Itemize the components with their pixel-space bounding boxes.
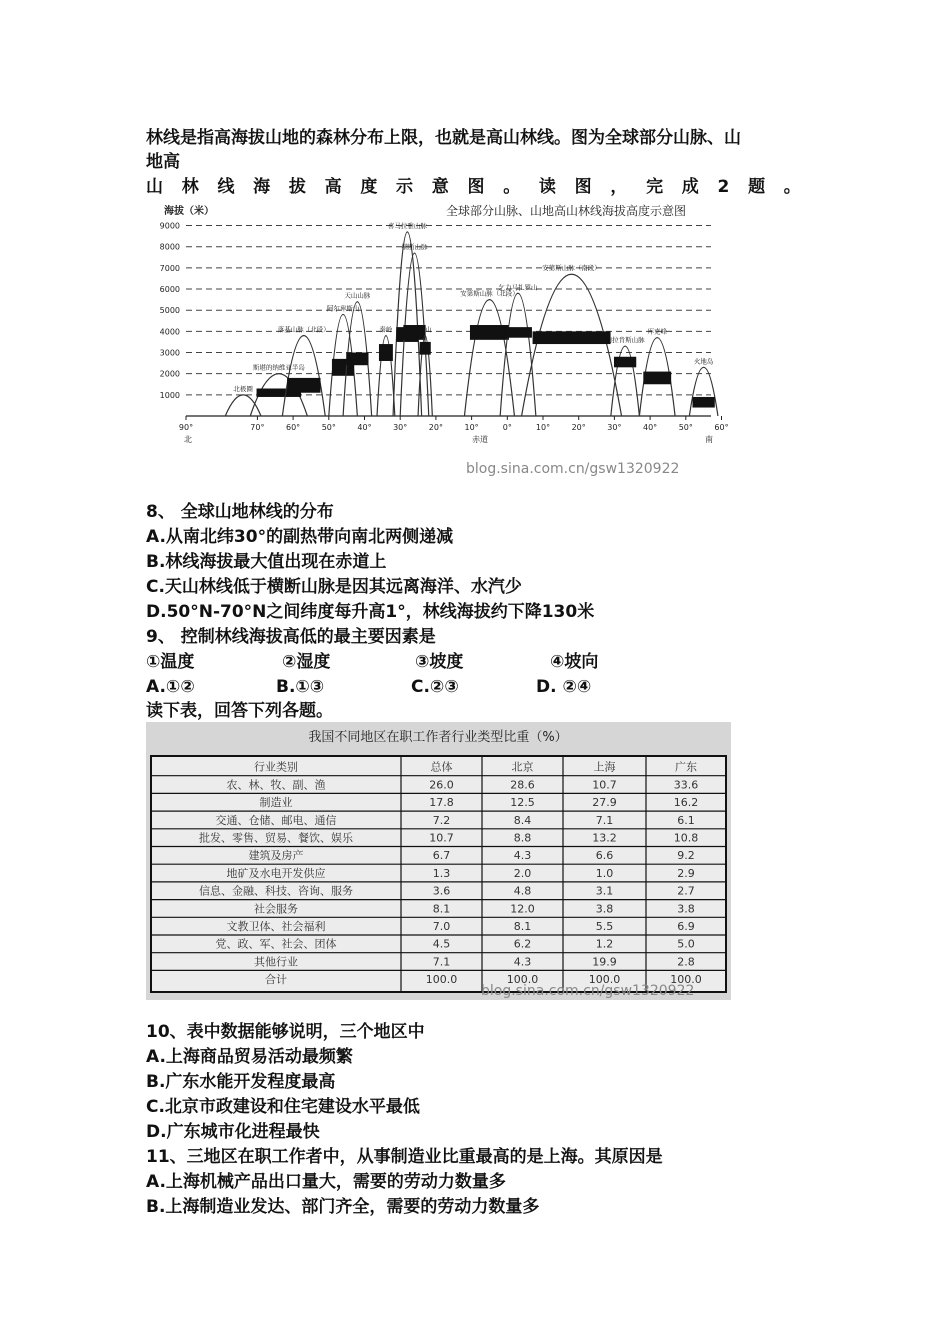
table-watermark: blog.sina.com.cn/gsw1320922 [481,983,695,999]
mountain-curve [464,300,514,416]
table-cell: 信息、金融、科技、咨询、服务 [199,884,353,898]
y-tick-label: 7000 [159,263,180,273]
table-cell: 制造业 [259,796,293,810]
q10-option-b: B.广东水能开发程度最高 [146,1072,336,1092]
x-tick-label: 40° [643,423,658,432]
intro-char: 高 [324,177,342,197]
x-tick-label: 30° [393,423,408,432]
mountain-label: 斯堪的纳维亚半岛 [252,363,305,372]
table-cell: 1.3 [432,866,451,880]
y-tick-label: 5000 [159,306,180,316]
table-cell: 13.2 [592,831,617,845]
mountain-label: 阿尔卑斯山 [326,304,360,313]
table-cell: 合计 [265,973,287,987]
figure-x-ticks [179,416,729,432]
table-cell: 100.0 [588,973,621,987]
table-cell: 5.5 [595,920,614,934]
intro-char: ， [610,177,628,197]
x-tick-label: 70° [250,423,265,432]
intro-line-2: 地高 [146,152,180,172]
mountain-curve [225,395,261,416]
q10-stem: 10、表中数据能够说明，三个地区中 [146,1022,425,1042]
q8-option-a: A.从南北纬30°的副热带向南北两侧递减 [146,527,454,547]
x-tick-label: 90° [178,423,194,432]
intro-char: 度 [360,177,378,197]
table-cell: 4.3 [513,849,532,863]
mountain-label: 北极圈 [233,384,253,393]
figure-gridlines [186,226,711,416]
table-cell: 16.2 [673,796,699,810]
intro-char: 2 [717,177,730,197]
y-tick-label: 3000 [159,348,180,358]
treeline-band [614,357,636,368]
mountain-label: 德拉肯斯山脉 [605,336,645,345]
table-cell: 2.9 [677,866,695,880]
figure-north-label: 北 [184,435,192,444]
table-cell: 其他行业 [254,955,298,969]
x-tick-label: 10° [464,423,479,432]
q9-option-a: A.①② [146,677,195,697]
figure-mountains [225,221,718,416]
q10-option-c: C.北京市政建设和住宅建设水平最低 [146,1097,420,1117]
mountain-label: 横断山脉 [401,243,428,252]
table-cell: 8.8 [513,831,532,845]
table-cell: 8.4 [513,813,532,827]
q9-option-c: C.②③ [411,677,459,697]
table-header-cell: 广东 [675,760,697,774]
q9-factor-2: ②湿度 [282,652,331,672]
q11-option-b: B.上海制造业发达、部门齐全，需要的劳动力数量多 [146,1197,540,1217]
intro-char: 题 [748,177,766,197]
table-cell: 批发、零售、贸易、餐饮、娱乐 [199,831,353,845]
table-cell: 33.6 [673,778,699,792]
intro-char: 海 [253,177,271,197]
figure-title: 全球部分山脉、山地高山林线海拔高度示意图 [446,204,687,218]
table-cell: 社会服务 [254,902,298,916]
industry-table-figure [146,722,731,1000]
table-cell: 4.8 [513,884,532,898]
table-cell: 3.8 [677,902,695,916]
y-tick-label: 6000 [159,285,180,295]
mountain-curve [689,367,718,416]
mountain-label: 玉山 [418,325,432,334]
q8-option-d: D.50°N-70°N之间纬度每升高1°，林线海拔约下降130米 [146,602,595,622]
mountain-label: 安第斯山脉（南段） [542,264,601,273]
table-cell: 26.0 [429,778,454,792]
q9-factor-1: ①温度 [146,652,195,672]
intro-char: 示 [396,177,414,197]
intro-line-3 [146,175,801,199]
intro-char: 山 [146,177,163,197]
table-cell: 10.7 [429,831,454,845]
q8-option-b: B.林线海拔最大值出现在赤道上 [146,552,387,572]
x-tick-label: 60° [714,423,729,432]
q8-stem: 8、 全球山地林线的分布 [146,502,334,522]
treeline-band [420,342,431,355]
mountain-curve [282,336,325,416]
treeline-band [379,344,393,361]
table-cell: 12.5 [510,796,535,810]
y-tick-label: 1000 [159,390,180,400]
table-cell: 100.0 [670,973,702,987]
q8-option-c: C.天山林线低于横断山脉是因其远离海洋、水汽少 [146,577,522,597]
table-cell: 7.0 [432,920,451,934]
table-cell: 2.8 [677,955,695,969]
table-title: 我国不同地区在职工作者行业类型比重（%） [308,730,568,745]
intro-char: 读 [538,177,556,197]
table-cell: 9.2 [677,849,695,863]
q9-factor-3: ③坡度 [415,652,464,672]
intro-char: 图 [574,177,592,197]
mountain-label: 秦岭 [379,325,393,334]
treeline-band [470,325,509,340]
intro-char: 图 [467,177,485,197]
mountain-label: 火地岛 [693,357,714,366]
table-cell: 7.1 [432,955,451,969]
table-cell: 6.9 [677,920,695,934]
x-tick-label: 20° [428,423,443,432]
table-cell: 党、政、军、社会、团体 [215,937,337,951]
intro-char: 线 [217,177,235,197]
x-tick-label: 50° [678,423,693,432]
treeline-band [287,378,320,393]
table-cell: 5.0 [677,937,695,951]
mountain-label: 乞力马扎罗山 [498,283,538,292]
y-tick-label: 4000 [159,327,180,337]
figure-y-ticks [160,222,180,400]
q9-stem: 9、 控制林线海拔高低的最主要因素是 [146,627,436,647]
table-cell: 2.0 [513,866,532,880]
treeline-band [533,331,611,344]
intro-char: 意 [431,177,449,197]
table-cell: 1.0 [595,866,614,880]
mountain-curve [611,346,640,416]
mountain-label: 喜马拉雅山脉 [387,221,427,230]
q9-option-d: D. ②④ [536,677,592,697]
figure-equator-label: 赤道 [472,435,488,444]
table-cell: 交通、仓储、邮电、通信 [215,813,337,827]
table-cell: 3.8 [595,902,614,916]
intro-char: 。 [503,177,521,197]
q11-stem: 11、三地区在职工作者中，从事制造业比重最高的是上海。其原因是 [146,1147,663,1167]
q9-option-b: B.①③ [276,677,325,697]
q10-option-a: A.上海商品贸易活动最频繁 [146,1047,353,1067]
intro-line-1: 林线是指高海拔山地的森林分布上限，也就是高山林线。图为全球部分山脉、山 [146,128,741,148]
table-header-cell: 行业类别 [254,760,298,774]
x-tick-label: 30° [607,423,622,432]
x-tick-label: 50° [321,423,336,432]
table-cell: 2.7 [677,884,695,898]
x-tick-label: 20° [571,423,586,432]
table-cell: 6.2 [513,937,532,951]
treeline-band [346,353,368,366]
mountain-curve [500,293,536,416]
table-cell: 6.6 [595,849,614,863]
table-cell: 地矿及水电开发供应 [226,866,326,880]
table-cell: 12.0 [510,902,535,916]
table-cell: 19.9 [592,955,617,969]
table-header-cell: 上海 [593,760,616,774]
table-cell: 8.1 [513,920,532,934]
mountain-label: 库克峰 [647,327,667,336]
table-header-cell: 北京 [511,760,534,774]
treeline-band [504,327,532,338]
table-cell: 8.1 [432,902,451,916]
mountain-label: 落基山脉（北段） [277,325,330,334]
mountain-label: 安第斯山脉（北段） [460,289,519,298]
y-tick-label: 8000 [159,242,180,252]
intro-char: 成 [681,177,699,197]
table-intro: 读下表，回答下列各题。 [146,701,333,721]
figure-south-label: 南 [705,435,713,444]
x-tick-label: 40° [357,423,372,432]
table-cell: 4.3 [513,955,532,969]
table-cell: 100.0 [506,973,539,987]
table-cell: 建筑及房产 [248,849,304,863]
table-cell: 6.1 [677,813,695,827]
table-cell: 28.6 [510,778,535,792]
x-tick-label: 0° [502,423,512,432]
mountain-label: 天山山脉 [344,291,371,300]
table-cell: 农、林、牧、副、渔 [226,778,326,792]
intro-char: 拔 [288,177,306,197]
table-cell: 7.1 [595,813,614,827]
table-cell: 6.7 [432,849,451,863]
treeline-band [643,372,671,385]
table-cell: 10.7 [592,778,617,792]
x-tick-label: 10° [535,423,551,432]
table-cell: 4.5 [432,937,451,951]
table-header-cell: 总体 [430,760,453,774]
table-cell: 1.2 [595,937,614,951]
treeline-figure [146,200,731,485]
y-tick-label: 9000 [159,221,180,231]
intro-char: 完 [646,177,664,197]
figure-watermark: blog.sina.com.cn/gsw1320922 [466,461,680,477]
table-cell: 27.9 [592,796,617,810]
q10-option-d: D.广东城市化进程最快 [146,1122,320,1142]
table-cell: 100.0 [425,973,458,987]
table-cell: 文教卫体、社会福利 [226,920,326,934]
table-cell: 17.8 [429,796,454,810]
table-cell: 10.8 [673,831,699,845]
table-cell: 3.1 [595,884,614,898]
x-tick-label: 60° [286,423,301,432]
intro-char: 林 [181,177,199,197]
q9-factor-4: ④坡向 [550,652,599,672]
intro-char: 。 [783,177,801,197]
q11-option-a: A.上海机械产品出口量大，需要的劳动力数量多 [146,1172,506,1192]
figure-ylabel: 海拔（米） [164,206,214,217]
treeline-band [693,397,715,408]
y-tick-label: 2000 [159,369,180,379]
table-cell: 7.2 [432,813,451,827]
table-cell: 3.6 [432,884,451,898]
